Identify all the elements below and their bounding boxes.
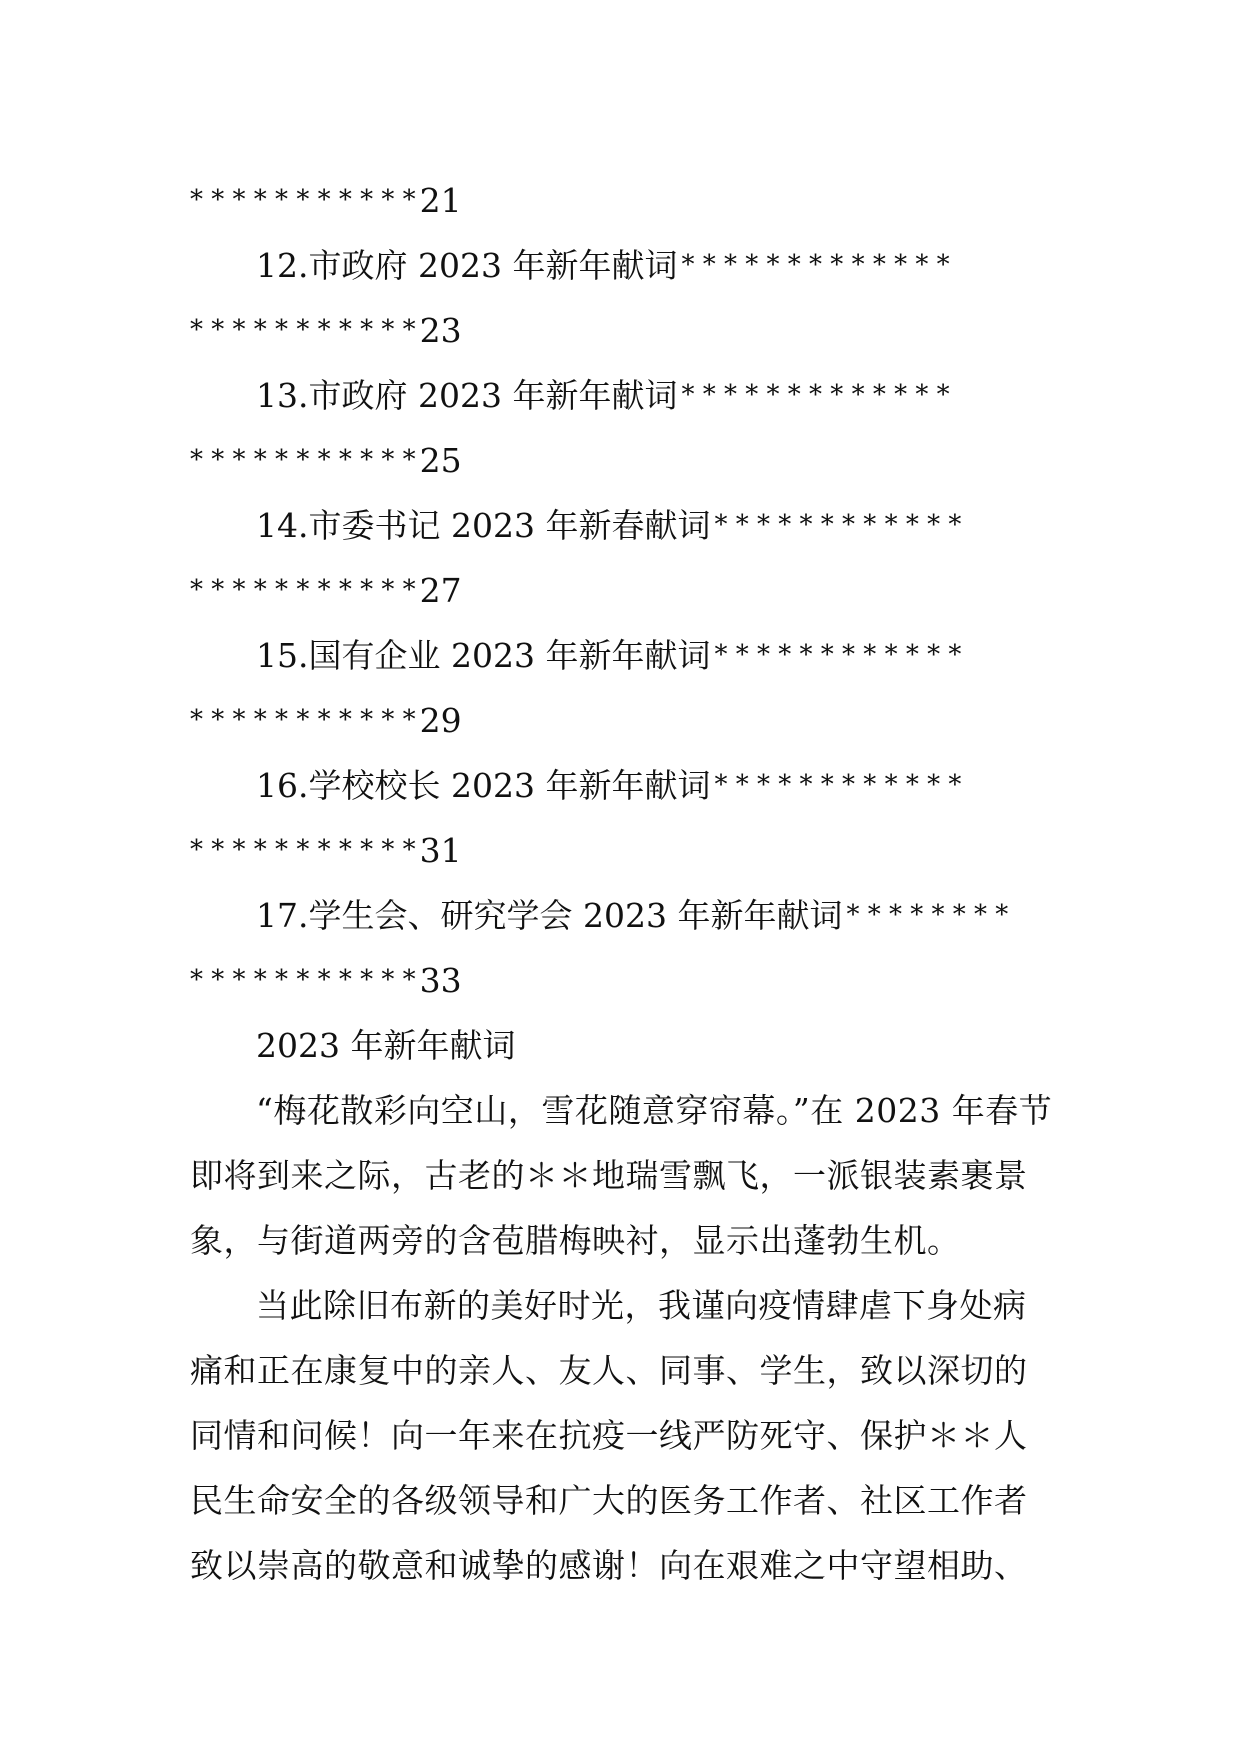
paragraph-line: 当此除旧布新的美好时光，我谨向疫情肆虐下身处病: [256, 1286, 1027, 1325]
toc-dot-leader: * * * * * * * * * * *: [190, 315, 416, 345]
paragraph-line: 痛和正在康复中的亲人、友人、同事、学生，致以深切的: [190, 1351, 1028, 1390]
toc-page-number: 23: [419, 311, 462, 350]
toc-entry[interactable]: [190, 883, 1054, 948]
toc-dot-leader: * * * * * * * * * * *: [190, 185, 416, 215]
body-paragraph: [190, 1273, 1054, 1598]
toc-entry-title: 17.学生会、研究学会 2023 年新年献词: [256, 896, 843, 935]
toc-entry[interactable]: [190, 623, 1054, 688]
paragraph-line: “梅花散彩向空山，雪花随意穿帘幕。”在 2023 年春节: [256, 1091, 1053, 1130]
toc-page-number: 21: [419, 181, 462, 220]
toc-dot-leader: * * * * * * * * * * * * *: [681, 250, 950, 280]
paragraph-line: 同情和问候！向一年来在抗疫一线严防死守、保护＊＊人: [190, 1416, 1028, 1455]
toc-dot-leader: * * * * * * * *: [846, 900, 1009, 930]
toc-dot-leader: * * * * * * * * * * * * *: [681, 380, 950, 410]
body-paragraph: [190, 1078, 1054, 1273]
toc-continuation-line: [190, 558, 1054, 623]
toc-page-number: 33: [419, 961, 462, 1000]
toc-entry-title: 15.国有企业 2023 年新年献词: [256, 636, 711, 675]
toc-entry-title: 16.学校校长 2023 年新年献词: [256, 766, 711, 805]
toc-page-number: 25: [419, 441, 462, 480]
toc-continuation-line: [190, 168, 1054, 233]
toc-entry-title: 14.市委书记 2023 年新春献词: [256, 506, 711, 545]
toc-continuation-line: [190, 948, 1054, 1013]
toc-entry[interactable]: [190, 363, 1054, 428]
toc-dot-leader: * * * * * * * * * * *: [190, 835, 416, 865]
toc-entry[interactable]: [190, 753, 1054, 818]
toc-continuation-line: [190, 688, 1054, 753]
page-content: [190, 168, 1054, 1598]
toc-page-number: 29: [419, 701, 462, 740]
toc-dot-leader: * * * * * * * * * * * *: [714, 510, 962, 540]
toc-continuation-line: [190, 428, 1054, 493]
paragraph-line: 即将到来之际，古老的＊＊地瑞雪飘飞，一派银装素裹景: [190, 1156, 1028, 1195]
toc-page-number: 31: [419, 831, 462, 870]
toc-page-number: 27: [419, 571, 462, 610]
toc-dot-leader: * * * * * * * * * * *: [190, 705, 416, 735]
toc-entry[interactable]: [190, 233, 1054, 298]
paragraph-line: 致以崇高的敬意和诚挚的感谢！向在艰难之中守望相助、: [190, 1546, 1028, 1585]
toc-entry-title: 12.市政府 2023 年新年献词: [256, 246, 678, 285]
toc-dot-leader: * * * * * * * * * * *: [190, 445, 416, 475]
paragraph-line: 象，与街道两旁的含苞腊梅映衬，显示出蓬勃生机。: [190, 1221, 961, 1260]
toc-continuation-line: [190, 818, 1054, 883]
toc-dot-leader: * * * * * * * * * * *: [190, 575, 416, 605]
toc-entry[interactable]: [190, 493, 1054, 558]
toc-dot-leader: * * * * * * * * * * * *: [714, 640, 962, 670]
toc-continuation-line: [190, 298, 1054, 363]
toc-entry-title: 13.市政府 2023 年新年献词: [256, 376, 678, 415]
toc-dot-leader: * * * * * * * * * * * *: [714, 770, 962, 800]
paragraph-line: 民生命安全的各级领导和广大的医务工作者、社区工作者: [190, 1481, 1028, 1520]
section-heading: 2023 年新年献词: [256, 1026, 516, 1065]
toc-dot-leader: * * * * * * * * * * *: [190, 965, 416, 995]
